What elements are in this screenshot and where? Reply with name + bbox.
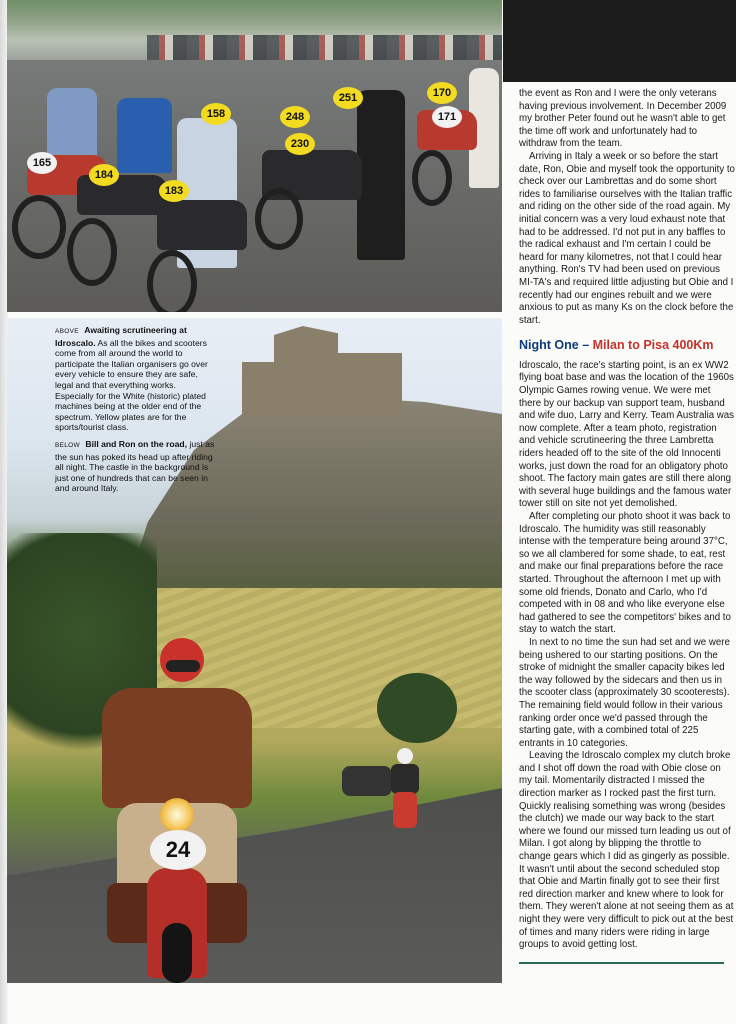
column-end-rule bbox=[519, 962, 724, 964]
caption-below-text: just as the sun has poked its head up after riding all night. The castle in the background is just one of hundreds that can be seen in and around Italy. bbox=[55, 438, 215, 494]
article-paragraph: After completing our photo shoot it was back to Idroscalo. The humidity was still reasonably intense with the temperature being around 37°C, so we all clambered for some shade, to eat, rest and make our final preparations before the race started. Throughout the afternoon I met up with some old friends, Donato and Carlo, who I'd competed with in 08 and who like everyone else had gathered to see the competitors' bikes and to stay to watch the start. bbox=[519, 511, 731, 636]
road bbox=[7, 788, 502, 983]
rider-figure bbox=[357, 90, 405, 260]
article-paragraph: Arriving in Italy a week or so before the start date, Ron, Obie and myself took the opportunity to check over our Lambrettas and do some short rides to familiarise ourselves with the Italian traffic and riding on the other side of the road again. My initial concern was a very loud exhaust note that had to be addressed. I'd not put in any baffles to the radical exhaust and I'm certain I could be heard for many kilometres, not that I could hear anything. Ron's TV had been used on previous MI-TA's and required little adjusting but Obie and I recently had our engines rebuilt and we were anxious to put as many Ks on the clock before the start. bbox=[519, 150, 735, 326]
caption-below-lead: BELOW bbox=[55, 441, 80, 449]
car bbox=[342, 766, 392, 796]
motorcycle-wheel bbox=[255, 188, 303, 250]
headlamp bbox=[160, 798, 194, 832]
motorcycle-wheel bbox=[412, 150, 452, 206]
goggles bbox=[166, 660, 200, 672]
section-heading-route: Milan to Pisa 400Km bbox=[592, 338, 714, 353]
castle bbox=[242, 326, 402, 416]
race-plate: 170 bbox=[427, 82, 457, 104]
article-paragraph: In next to no time the sun had set and we were being ushered to our starting positions. On the stroke of midnight the smaller capacity bikes led the way followed by the sidecars and then us in the scooter class (approximately 30 scooterests). The remaining field would follow in their various ranking order once we'd passed through the starting gate, with a combined total of 225 entrants in 10 categories. bbox=[519, 636, 730, 749]
section-heading-lead: Night One – bbox=[519, 338, 590, 353]
tree bbox=[377, 673, 457, 743]
dark-header-block bbox=[503, 0, 736, 82]
background-scooter-rider bbox=[387, 748, 427, 828]
article-paragraph: the event as Ron and I were the only veterans having previous involvement. In December 2009 my brother Peter found out he wasn't able to get the time off work and unfortunately had to withdraw from the team. bbox=[519, 88, 727, 150]
motorcycle-wheel bbox=[67, 218, 117, 286]
section-heading bbox=[519, 339, 735, 352]
race-plate: 183 bbox=[159, 180, 189, 202]
rider-figure bbox=[117, 98, 172, 173]
motorcycle bbox=[157, 200, 247, 250]
caption-below bbox=[55, 439, 215, 494]
caption-above-text: As all the bikes and scooters come from all around the world to participate the Italian organisers go over every vehicle to ensure they are safe, legal and that everything works. Especially for the White (historic) plated machines being at the older end of the spectrum. Yellow plates are for the sports/tourist class. bbox=[55, 337, 208, 433]
caption-above bbox=[55, 325, 215, 433]
rider-figure bbox=[47, 88, 97, 158]
caption-below-title: Bill and Ron on the road, bbox=[85, 438, 188, 449]
race-plate: 248 bbox=[280, 106, 310, 128]
photo-captions bbox=[55, 325, 215, 500]
race-plate: 251 bbox=[333, 87, 363, 109]
motorcycle-wheel bbox=[147, 250, 197, 312]
article-column bbox=[519, 88, 735, 964]
race-plate: 230 bbox=[285, 133, 315, 155]
scooter-wheel bbox=[162, 923, 192, 983]
photo-scrutineering bbox=[7, 0, 502, 312]
race-plate: 171 bbox=[432, 106, 462, 128]
leather-jacket bbox=[102, 688, 252, 808]
rider-race-plate: 24 bbox=[150, 830, 206, 870]
race-plate: 165 bbox=[27, 152, 57, 174]
caption-above-lead: ABOVE bbox=[55, 328, 79, 335]
motorcycle-wheel bbox=[12, 195, 66, 259]
race-plate: 158 bbox=[201, 103, 231, 125]
article-paragraph: Leaving the Idroscalo complex my clutch broke and I shot off down the road with Obie close on my tail. Momentarily distracted I missed the direction marker as I rocked past the first turn. Quickly realising something was wrong (besides the clutch) we made our way back to the start where we found our missed turn leading us out of Milan. I got along by blipping the throttle to change gears which I did as gingerly as possible. It wasn't until about the second scheduled stop that Obie and Martin finally got to see their first red direction marker and knew where to look for them. They weren't alone at not seeing them as at night they were very difficult to pick out at the best of times and many riders were riding in large groups to avoid getting lost. bbox=[519, 750, 734, 951]
race-plate: 184 bbox=[89, 164, 119, 186]
caption-above-title: Awaiting scrutineering at Idroscalo. bbox=[55, 325, 187, 348]
article-paragraph: Idroscalo, the race's starting point, is an ex WW2 flying boat base and was the location of the 1960s Olympic Games rowing venue. We were met there by our backup van support team, husband and wife duo, Larry and Kerry. Team Australia was now complete. After a team photo, registration and vehicle scrutineering the three Lambretta riders headed off to the site of the old Innocenti works, just down the road for an obligatory photo shoot. The factory main gates are still there along with several huge buildings and the famous water tower still on site not yet demolished. bbox=[519, 359, 735, 510]
rider-on-scooter bbox=[102, 638, 252, 978]
